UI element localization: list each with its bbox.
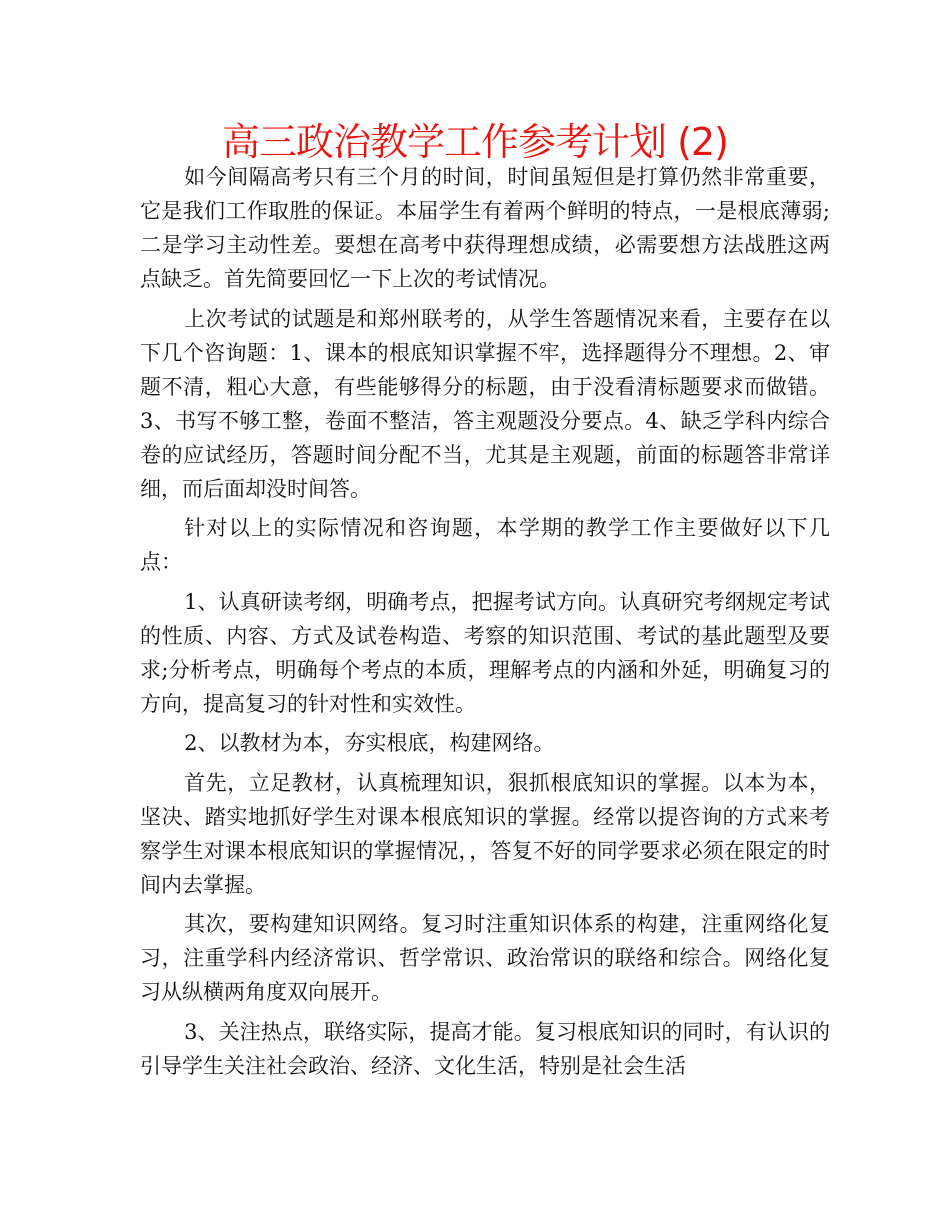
paragraph: 3、关注热点，联络实际，提高才能。复习根底知识的同时，有认识的引导学生关注社会政治、经济、文化生活，特别是社会生活	[140, 1019, 830, 1078]
paragraph: 如今间隔高考只有三个月的时间，时间虽短但是打算仍然非常重要，它是我们工作取胜的保证。本届学生有着两个鲜明的特点，一是根底薄弱;二是学习主动性差。要想在高考中获得理想成绩，必需要想方法战胜这两点缺乏。首先简要回忆一下上次的考试情况。	[140, 165, 830, 291]
paragraph: 2、以教材为本，夯实根底，构建网络。	[184, 731, 555, 755]
paragraph: 首先，立足教材，认真梳理知识，狠抓根底知识的掌握。以本为本，坚决、踏实地抓好学生对课本根底知识的掌握。经常以提咨询的方式来考察学生对课本根底知识的掌握情况，，答复不好的同学要求必须在限定的时间内去掌握。	[140, 770, 830, 897]
document-title: 高三政治教学工作参考计划 (2)	[222, 120, 728, 164]
paragraph: 其次，要构建知识网络。复习时注重知识体系的构建，注重网络化复习，注重学科内经济常识、哲学常识、政治常识的联络和综合。网络化复习从纵横两角度双向展开。	[140, 912, 830, 1004]
document-body	[140, 160, 830, 1088]
paragraph: 1、认真研读考纲，明确考点，把握考试方向。认真研究考纲规定考试的性质、内容、方式及试卷构造、考察的知识范围、考试的基此题型及要求;分析考点，明确每个考点的本质，理解考点的内涵和外延，明确复习的方向，提高复习的针对性和实效性。	[140, 589, 830, 716]
paragraph: 上次考试的试题是和郑州联考的，从学生答题情况来看，主要存在以下几个咨询题：1、课本的根底知识掌握不牢，选择题得分不理想。2、审题不清，粗心大意，有些能够得分的标题，由于没看清标题要求而做错。3、书写不够工整，卷面不整洁，答主观题没分要点。4、缺乏学科内综合卷的应试经历，答题时间分配不当，尤其是主观题，前面的标题答非常详细，而后面却没时间答。	[140, 306, 830, 501]
paragraph: 针对以上的实际情况和咨询题，本学期的教学工作主要做好以下几点：	[140, 516, 830, 574]
